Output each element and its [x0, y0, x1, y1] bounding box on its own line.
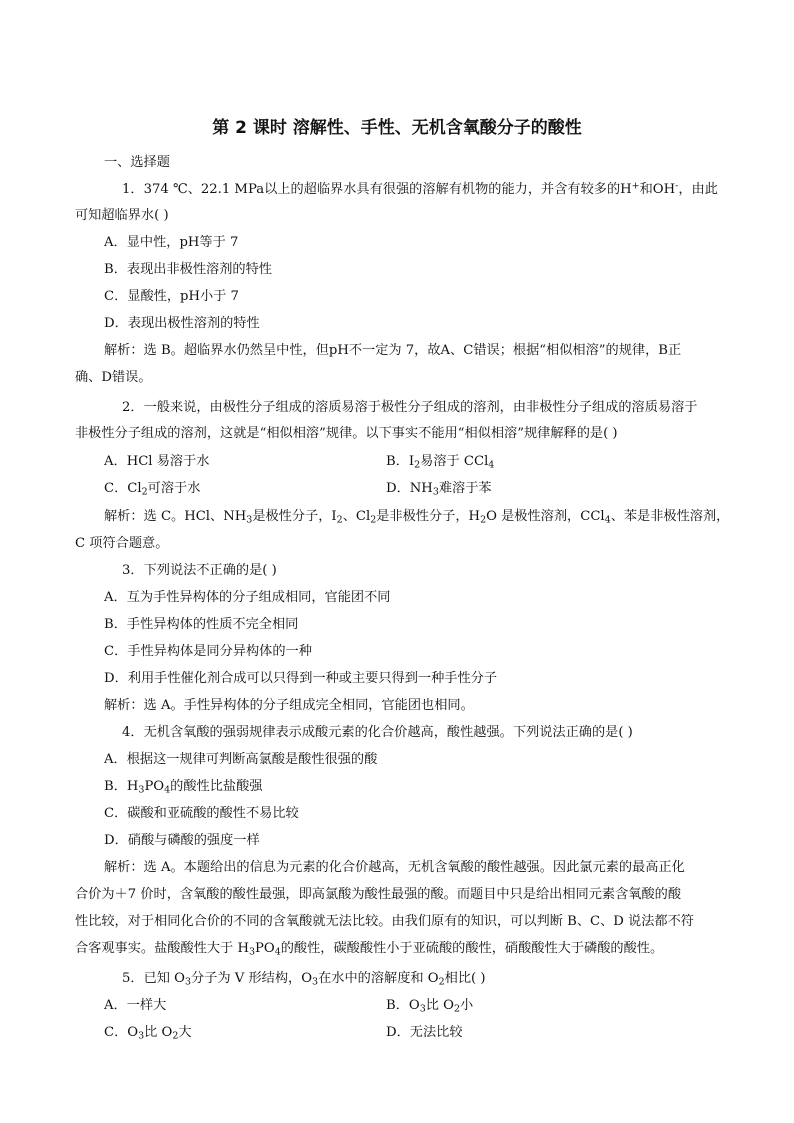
q3-option-b: B．手性异构体的性质不完全相同 — [104, 617, 299, 632]
q3-option-a: A．互为手性异构体的分子组成相同，官能团不同 — [104, 590, 391, 605]
q1-option-b: B．表现出非极性溶剂的特性 — [104, 262, 272, 277]
section-heading: 一、选择题 — [104, 155, 170, 170]
q4-option-c: C．碳酸和亚硫酸的酸性不易比较 — [104, 806, 299, 821]
q4-option-d: D．硝酸与磷酸的强度一样 — [104, 833, 260, 848]
q5-option-d: D．无法比较 — [386, 1025, 463, 1040]
q4-analysis-line2: 合价为＋7 价时，含氧酸的酸性最强，即高氯酸为酸性最强的酸。而题目中只是给出相同元素含氧酸的酸 — [75, 887, 682, 902]
q2-option-c: C．$Cl_2$可溶于水 — [104, 481, 201, 498]
q3-stem: 3．下列说法不正确的是( ) — [122, 563, 277, 578]
q1-analysis-line1: 解析：选 B。超临界水仍然呈中性，但pH不一定为 7，故A、C错误；根据“相似相溶”的规律，B正 — [104, 343, 682, 358]
q5-option-c: C．$O_3$比 $O_2$大 — [104, 1025, 192, 1042]
q4-option-a: A．根据这一规律可判断高氯酸是酸性很强的酸 — [104, 752, 378, 767]
q2-analysis-line1: 解析：选 C。HCl、$NH_3$是极性分子，$I_2$、$Cl_2$是非极性分子，$H_2O$ 是极性溶剂，CCl$_4$、苯是非极性溶剂， — [104, 509, 730, 526]
q1-option-c: C．显酸性，pH小于 7 — [104, 289, 239, 304]
q2-stem-line1: 2．一般来说，由极性分子组成的溶质易溶于极性分子组成的溶剂，由非极性分子组成的溶质易溶于 — [122, 400, 698, 415]
q2-analysis-line2: C 项符合题意。 — [75, 536, 169, 551]
q3-option-c: C．手性异构体是同分异构体的一种 — [104, 644, 312, 659]
q1-stem-line1: 1．374 ℃、22.1 MPa以上的超临界水具有很强的溶解有机物的能力，并含有较多的H+和OH-，由此 — [122, 180, 718, 197]
q4-analysis-line3: 性比较，对于相同化合价的不同的含氧酸就无法比较。由我们原有的知识，可以判断 B、C、D 说法都不符 — [75, 914, 694, 929]
q1-analysis-line2: 确、D错误。 — [75, 370, 152, 385]
q1-option-a: A．显中性，pH等于 7 — [104, 235, 239, 250]
q5-stem: 5．已知 $O_3$分子为 V 形结构，$O_3$在水中的溶解度和 $O_2$相比( ) — [122, 971, 486, 988]
q3-option-d: D．利用手性催化剂合成可以只得到一种或主要只得到一种手性分子 — [104, 671, 498, 686]
q3-analysis: 解析：选 A。手性异构体的分子组成完全相同，官能团也相同。 — [104, 698, 474, 713]
q1-stem-line2: 可知超临界水( ) — [75, 208, 169, 223]
q2-option-a: A．HCl 易溶于水 — [104, 454, 210, 469]
q5-option-a: A．一样大 — [104, 998, 167, 1013]
q4-analysis-line1: 解析：选 A。本题给出的信息为元素的化合价越高，无机含氧酸的酸性越强。因此氯元素的最高正化 — [104, 860, 685, 875]
page-title: 第 2 课时 溶解性、手性、无机含氧酸分子的酸性 — [212, 118, 582, 138]
q2-option-b: B．$I_2$易溶于 CCl$_4$ — [386, 454, 495, 471]
q2-option-d: D．$NH_3$难溶于苯 — [386, 481, 492, 498]
q1-option-d: D．表现出极性溶剂的特性 — [104, 316, 260, 331]
q5-option-b: B．$O_3$比 $O_2$小 — [386, 998, 474, 1015]
q4-stem: 4．无机含氧酸的强弱规律表示成酸元素的化合价越高，酸性越强。下列说法正确的是( ) — [122, 725, 633, 740]
q4-analysis-line4: 合客观事实。盐酸酸性大于 $H_3PO_4$的酸性，碳酸酸性小于亚硫酸的酸性，硝酸酸性大于磷酸的酸性。 — [75, 941, 664, 958]
q2-stem-line2: 非极性分子组成的溶剂，这就是“相似相溶”规律。以下事实不能用“相似相溶”规律解释的是( ) — [75, 426, 618, 441]
q4-option-b: B．$H_3PO_4$的酸性比盐酸强 — [104, 779, 263, 796]
